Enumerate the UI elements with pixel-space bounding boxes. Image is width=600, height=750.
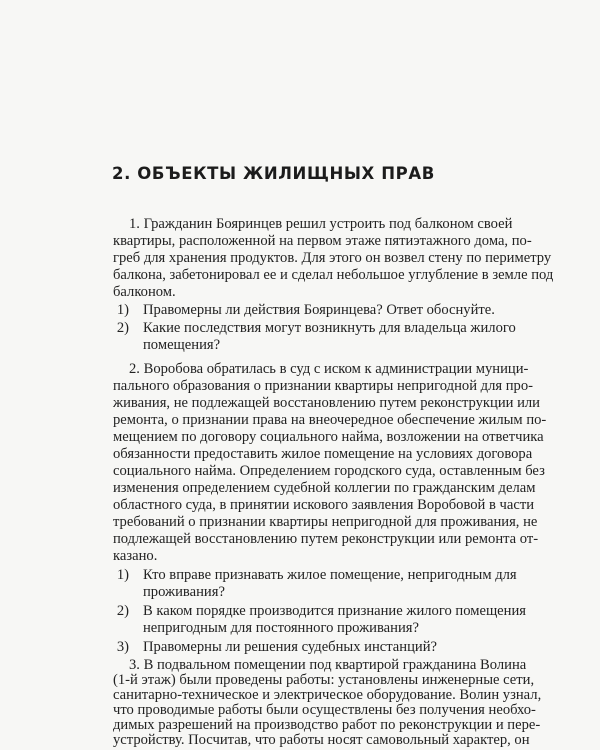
text-line: мещением по договору социального найма, возложении на ответчика (113, 429, 544, 445)
text-line: казано. (113, 548, 158, 564)
text-line: балконом. (113, 284, 176, 300)
question-number: 3) (116, 639, 129, 655)
question-text: непригодным для постоянного проживания? (143, 620, 419, 636)
question-text: Какие последствия могут возникнуть для владельца жилого (143, 320, 516, 336)
question-text: Правомерны ли решения судебных инстанций? (143, 639, 438, 655)
question-text: Кто вправе признавать жилое помещение, непригодным для (143, 567, 517, 583)
text-line: обязанности предоставить жилое помещение на условиях договора (113, 446, 533, 462)
text-line: греб для хранения продуктов. Для этого он возвел стену по периметру (113, 250, 552, 266)
text-line: квартиры, расположенной на первом этаже пятиэтажного дома, по- (113, 233, 532, 249)
question-text: Правомерны ли действия Бояринцева? Ответ обоснуйте. (143, 302, 495, 318)
text-line: димых разрешений на производство работ по реконструкции и пере- (113, 717, 541, 733)
question-number: 2) (116, 320, 129, 336)
question-text: В каком порядке производится признание жилого помещения (143, 603, 526, 619)
question-number: 1) (116, 302, 129, 318)
text-line: 3. В подвальном помещении под квартирой гражданина Волина (129, 657, 527, 673)
text-line: 1. Гражданин Бояринцев решил устроить под балконом своей (129, 216, 513, 232)
question-number: 1) (116, 567, 129, 583)
text-line: балкона, забетонировал ее и сделал небольшое углубление в земле под (113, 267, 554, 283)
text-line: санитарно-техническое и электрическое оборудование. Волин узнал, (113, 687, 542, 703)
text-line: (1-й этаж) были проведены работы: установлены инженерные сети, (113, 672, 535, 688)
text-line: требований о признании квартиры непригодной для проживания, не (113, 514, 538, 530)
question-text: помещения? (143, 337, 221, 353)
text-line: 2. Воробова обратилась в суд с иском к администрации муници- (129, 361, 529, 377)
text-line: пального образования о признании квартиры непригодной для про- (113, 378, 533, 394)
question-number: 2) (116, 603, 129, 619)
text-line: социального найма. Определением городского суда, оставленным без (113, 463, 545, 479)
text-line: что проводимые работы были осуществлены без получения необхо- (113, 702, 536, 718)
section-heading: 2. ОБЪЕКТЫ ЖИЛИЩНЫХ ПРАВ (112, 164, 435, 183)
text-line: ремонта, о признании права на внеочередное обеспечение жилым по- (113, 412, 547, 428)
text-line: изменения определением судебной коллегии по гражданским делам (113, 480, 536, 496)
question-text: проживания? (143, 584, 225, 600)
text-line: областного суда, в принятии искового заявления Воробовой в части (113, 497, 535, 513)
text-line: устройству. Посчитав, что работы носят самовольный характер, он (113, 732, 530, 748)
text-line: живания, не подлежащей восстановлению путем реконструкции или (113, 395, 540, 411)
text-line: подлежащей восстановлению путем реконструкции или ремонта от- (113, 531, 539, 547)
